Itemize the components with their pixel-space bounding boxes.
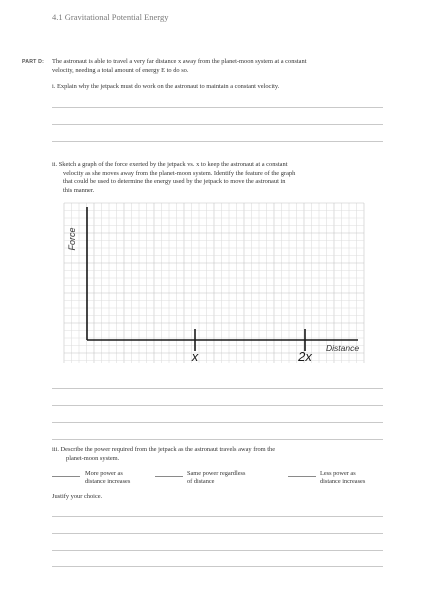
answer-line[interactable] <box>52 439 383 440</box>
answer-line[interactable] <box>52 516 383 517</box>
question-ii-line: velocity as she moves away from the planet-moon system. Identify the feature of the graph <box>63 169 296 177</box>
option-line: distance increases <box>320 478 366 486</box>
answer-line[interactable] <box>52 422 383 423</box>
chapter-title: 4.1 Gravitational Potential Energy <box>52 12 169 22</box>
option-blank-same-power[interactable] <box>155 476 183 477</box>
question-ii-line: that could be used to determine the energy used by the jetpack to move the astronaut in <box>63 178 286 186</box>
tick-label-2x: 2x <box>298 349 312 364</box>
answer-line[interactable] <box>52 124 383 125</box>
sketch-graph[interactable] <box>58 201 370 371</box>
question-iii-line: planet-moon system. <box>66 454 120 462</box>
option-same-power <box>187 470 245 486</box>
answer-line[interactable] <box>52 550 383 551</box>
option-line: distance increases <box>85 478 131 486</box>
option-blank-more-power[interactable] <box>52 476 80 477</box>
option-more-power <box>85 470 130 486</box>
question-ii-line: this manner. <box>63 186 95 194</box>
answer-line[interactable] <box>52 405 383 406</box>
question-ii <box>52 161 392 195</box>
option-line: of distance <box>187 478 215 486</box>
option-line: More power as <box>85 470 123 477</box>
answer-line[interactable] <box>52 533 383 534</box>
option-line: Same power regardless <box>187 470 246 477</box>
option-line: Less power as <box>320 470 356 477</box>
option-less-power <box>320 470 365 486</box>
part-intro-line: The astronaut is able to travel a very far distance x away from the planet-moon system at a constant <box>52 58 307 65</box>
answer-line[interactable] <box>52 388 383 389</box>
part-label: PART D: <box>22 59 45 65</box>
option-blank-less-power[interactable] <box>288 476 316 477</box>
answer-line[interactable] <box>52 107 383 108</box>
question-iii-line: iii. Describe the power required from the jetpack as the astronaut travels away from the <box>52 446 276 453</box>
answer-line[interactable] <box>52 141 383 142</box>
question-iii <box>52 446 392 463</box>
tick-label-x: x <box>191 349 199 364</box>
justify-label: Justify your choice. <box>52 493 103 500</box>
y-axis-label: Force <box>67 227 77 251</box>
x-axis-label: Distance <box>326 343 360 353</box>
question-i: i. Explain why the jetpack must do work on the astronaut to maintain a constant velocity. <box>52 83 280 90</box>
part-intro <box>52 58 392 75</box>
question-ii-line: ii. Sketch a graph of the force exerted by the jetpack vs. x to keep the astronaut at a constant <box>52 161 288 168</box>
part-intro-line: velocity, needing a total amount of energy E to do so. <box>52 66 189 74</box>
graph-grid <box>64 203 364 363</box>
answer-line[interactable] <box>52 566 383 567</box>
